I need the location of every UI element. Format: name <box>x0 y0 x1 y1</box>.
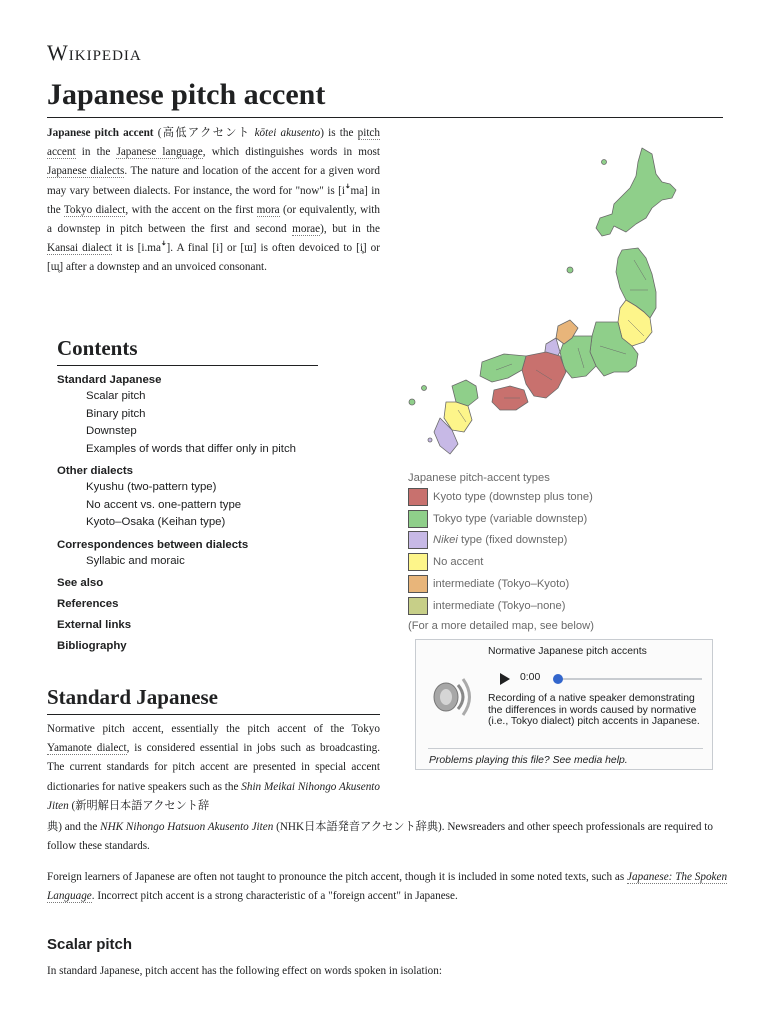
toc-item[interactable]: Other dialects <box>57 465 133 477</box>
link-pitch-accent[interactable]: pitch accent <box>47 127 380 159</box>
map-region-hokkaido <box>596 148 676 236</box>
legend-item <box>408 595 594 617</box>
toc-heading: Contents <box>57 336 138 360</box>
link-yamanote-dialect[interactable]: Yamanote dialect <box>47 742 127 755</box>
legend-label: No accent <box>433 556 484 569</box>
section1-text: Foreign learners of Japanese are often not taught to pronounce the pitch accent, though it is included in some noted texts, such as <box>47 871 628 883</box>
toc-item[interactable]: References <box>57 598 119 610</box>
intro-text: in the <box>75 146 117 159</box>
map-island <box>409 399 415 405</box>
media-divider <box>428 748 703 749</box>
map-island <box>422 386 427 391</box>
intro-text: , with the accent on the first <box>125 203 257 216</box>
map-island <box>602 160 607 165</box>
legend-item <box>408 530 594 552</box>
audio-seek-handle[interactable] <box>553 674 563 684</box>
book-title: NHK Nihongo Hatsuon Akusento Jiten <box>100 821 274 833</box>
legend-swatch <box>408 488 428 506</box>
toc-subitem[interactable]: Scalar pitch <box>86 390 146 402</box>
map-note: (For a more detailed map, see below) <box>408 619 594 632</box>
legend-item <box>408 508 594 530</box>
media-description: Recording of a native speaker demonstrating the differences in words caused by normative (i.e., Tokyo dialect) pitch accents in Japanese. <box>488 693 700 728</box>
media-help-link[interactable]: Problems playing this file? See media help. <box>429 755 628 766</box>
map-caption: Japanese pitch-accent types <box>408 472 550 484</box>
page-title: Japanese pitch accent <box>47 78 326 111</box>
legend-item <box>408 573 594 595</box>
toc-item[interactable]: Standard Japanese <box>57 374 162 386</box>
subsection1-paragraph: In standard Japanese, pitch accent has the following effect on words spoken in isolation: <box>47 965 442 977</box>
legend-item <box>408 551 594 573</box>
link-mora[interactable]: mora <box>256 203 280 216</box>
section1-paragraph1 <box>47 720 380 816</box>
audio-time: 0:00 <box>520 672 541 683</box>
toc-subitem[interactable]: No accent vs. one-pattern type <box>86 498 242 511</box>
section1-text: 典) and the <box>47 821 101 833</box>
section-heading-standard-japanese: Standard Japanese <box>47 685 218 709</box>
legend-label: Kyoto type (downstep plus tone) <box>433 490 593 503</box>
wikipedia-logo[interactable]: Wikipedia <box>47 40 142 65</box>
legend-label: type (fixed downstep) <box>457 534 568 547</box>
legend-swatch <box>408 553 428 571</box>
legend-label-prefix: Nikei <box>433 534 458 547</box>
toc-subitem[interactable]: Downstep <box>86 425 137 437</box>
intro-text: (or equivalently, with a downstep in pitch between the first and second <box>47 203 381 236</box>
link-japanese-dialects[interactable]: Japanese dialects <box>47 165 125 178</box>
map-island <box>428 438 432 442</box>
section1-text: (NHK日本語発音アクセント辞典). Newsreaders and other speech professionals are required to follow these standards. <box>47 821 713 853</box>
intro-romaji: kōtei akusento <box>254 127 321 139</box>
toc-divider <box>57 365 318 366</box>
toc-item[interactable]: Correspondences between dialects <box>57 538 249 551</box>
link-tokyo-dialect[interactable]: Tokyo dialect <box>63 203 126 216</box>
play-icon[interactable] <box>498 671 512 687</box>
audio-player <box>498 669 703 689</box>
intro-term: Japanese pitch accent <box>47 127 154 139</box>
link-spoken-language[interactable]: Japanese: The Spoken Language <box>47 871 728 903</box>
toc-item[interactable]: External links <box>57 619 132 631</box>
toc-subitem[interactable]: Binary pitch <box>86 407 146 420</box>
legend-swatch <box>408 510 428 528</box>
map-legend <box>408 470 594 635</box>
intro-text: it is [i.maꜜ]. A final [i] or [ɯ] is often devoiced to [i̥] or [ɯ̥] after a downstep and an unvoiced consonant. <box>47 242 380 274</box>
intro-text: ), but in the <box>320 223 380 236</box>
intro-text: (高低アクセント <box>153 127 255 139</box>
legend-swatch <box>408 531 428 549</box>
media-title: Normative Japanese pitch accents <box>488 646 647 657</box>
section1-text: (新明解日本語アクセント辞 <box>68 799 210 812</box>
audio-media-box <box>415 639 713 770</box>
legend-swatch <box>408 575 428 593</box>
legend-label: intermediate (Tokyo–none) <box>433 599 566 612</box>
toc-subitem[interactable]: Kyushu (two-pattern type) <box>86 481 217 493</box>
toc-subitem[interactable]: Examples of words that differ only in pitch <box>86 442 296 455</box>
section1-text: . Incorrect pitch accent is a strong characteristic of a "foreign accent" in Japanese. <box>91 890 458 903</box>
toc-subitem[interactable]: Syllabic and moraic <box>86 554 185 567</box>
section1-paragraph2 <box>47 868 737 906</box>
table-of-contents <box>57 372 296 654</box>
toc-item[interactable]: Bibliography <box>57 640 127 652</box>
audio-seek-track[interactable] <box>554 678 702 680</box>
legend-item <box>408 486 594 508</box>
title-divider <box>47 117 723 118</box>
subsection-heading-scalar-pitch: Scalar pitch <box>47 936 133 953</box>
link-japanese-language[interactable]: Japanese language <box>116 146 203 159</box>
link-kansai-dialect[interactable]: Kansai dialect <box>47 242 112 255</box>
japan-pitch-accent-map <box>400 140 680 462</box>
book-title: Shin Meikai Nihongo Akusento Jiten <box>47 780 380 812</box>
section1-text: , is considered essential in jobs such as broadcasting. The current standards for pitch accent are presented in special accent dictionaries for native speakers such as the <box>47 742 380 793</box>
intro-text: , which distinguishes words in most <box>202 146 381 159</box>
section1-paragraph1-continued <box>47 818 737 856</box>
speaker-icon <box>430 673 476 717</box>
section1-text: Normative pitch accent, essentially the pitch accent of the Tokyo <box>47 723 380 735</box>
legend-label: intermediate (Tokyo–Kyoto) <box>433 578 570 591</box>
intro-text: ) is the <box>320 127 358 139</box>
link-morae[interactable]: morae <box>292 223 321 236</box>
map-island <box>567 267 573 273</box>
intro-text: . The nature and location of the accent for a given word may vary between dialects. For instance, the word for "now" is [iꜜma] in the <box>47 165 380 216</box>
toc-item[interactable]: See also <box>57 577 104 589</box>
toc-subitem[interactable]: Kyoto–Osaka (Keihan type) <box>86 516 226 528</box>
legend-label: Tokyo type (variable downstep) <box>433 512 588 525</box>
section-divider <box>47 714 380 715</box>
map-region-chugoku <box>480 354 526 382</box>
legend-swatch <box>408 597 428 615</box>
intro-paragraph <box>47 124 380 278</box>
